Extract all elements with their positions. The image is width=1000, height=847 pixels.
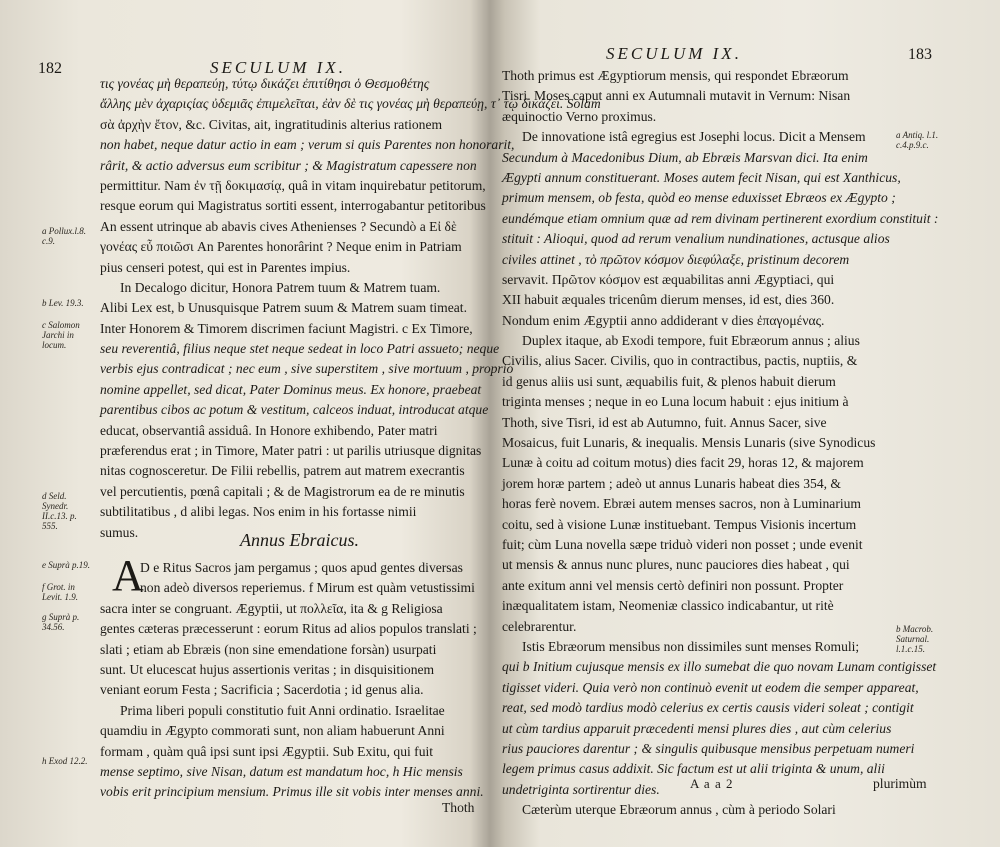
text-line: ante exitum anni vel mensis certò definiri non possunt. Propter [502,577,844,593]
text-line: Prima liberi populi constitutio fuit Anni ordinatio. Israelitae [120,702,445,718]
margin-note: d Seld. Synedr. II.c.13. p. 555. [42,491,77,531]
text-line: mense septimo, sive Nisan, datum est mandatum hoc, h Hic mensis [100,763,463,779]
text-line: Mosaicus, fuit Lunaris, & inequalis. Mensis Lunaris (sive Synodicus [502,435,876,451]
text-line: rius pauciores darentur ; & singulis quibusque mensibus perpetuam numeri [502,740,915,756]
text-line: γονέας εὖ ποιῶσι An Parentes honorârint ? Neque enim in Patriam [100,239,462,255]
text-line: coitu, sed à visione Lunæ instituebant. Tempus Visionis incertum [502,516,857,532]
text-line: XII habuit æquales tricenûm dierum menses, id est, dies 360. [502,292,835,308]
text-line: slati ; etiam ab Ebræis (non sine emendatione forsàn) usurpati [100,641,437,657]
text-line: non adeò diversos reperiemus. f Mirum est quàm vetustissimi [140,580,475,596]
text-line: subtilitatibus , d alibi legas. Nos enim in his fortasse nimii [100,504,417,520]
text-line: gentes cæteras præcesserunt : eorum Ritus ad alios populos translati ; [100,621,477,637]
text-line: permittitur. Nam ἐν τῇ δοκιμασίᾳ, quâ in vitam inquirebatur petitorum, [100,177,486,193]
body-text-section [100,551,484,803]
text-line: pius censeri potest, qui est in Parentes impius. [100,259,351,275]
margin-note: h Exod 12.2. [42,756,88,766]
text-line: æquinoctio Verno proximus. [502,108,657,124]
text-line: resque eorum qui Magistratus sortiti essent, interrogabantur petitoribus [100,198,486,214]
text-line: qui b Initium cujusque mensis ex illo sumebat die quo novam Lunam contigisset [502,659,937,675]
catchword: plurimùm [873,776,927,791]
text-line: jorem horæ partem ; adeò ut annus Lunaris habeat dies 354, & [502,475,842,491]
text-line: eundémque etiam omnium quæ ad rem divinam pertinerent exordium constituit : [502,210,939,226]
text-line: ut cùm tardius apparuit præcedenti mensi plures dies , aut cùm celerius [502,720,892,736]
margin-note: b Macrob. Saturnal. l.1.c.15. [896,624,934,654]
text-line: D e Ritus Sacros jam pergamus ; quos apud gentes diversas [140,560,463,575]
text-line: undetriginta sortirentur dies. [502,781,660,797]
text-line: vobis erit principium mensium. Primus ille sit vobis inter menses anni. [100,784,484,800]
text-line: vel percutientis, pœnâ capitali ; & de Magistrorum ea de re minutis [100,483,465,499]
text-line: Civilis, alius Sacer. Civilis, quo in contractibus, pactis, nuptiis, & [502,353,858,369]
text-line: reat, sed modò tardius modò celerius ex certis causis videri soleat ; contigit [502,700,914,716]
text-line: Lunæ à coitu ad coitum motus) dies facit 29, horas 12, & majorem [502,455,864,471]
text-line: Duplex itaque, ab Exodi tempore, fuit Ebræorum annus ; alius [522,333,860,349]
text-line: sacra inter se congruant. Ægyptii, ut πολλεῖα, ita & g Religiosa [100,600,443,616]
text-line: verbis ejus contradicat ; nec eum , sive superstitem , sive mortuum , proprio [100,361,514,377]
text-line: veniant eorum Festa ; Sacrificia ; Sacerdotia ; id genus alia. [100,682,424,698]
margin-note: c Salomon Jarchi in locum. [42,320,80,350]
text-line: fuit; cùm Luna novella sæpe triduò videri non posset ; unde evenit [502,536,863,552]
running-head: SECULUM IX. [606,44,742,63]
text-line: Alibi Lex est, b Unusquisque Patrem suum & Matrem suam timeat. [100,300,467,316]
text-line: Nondum enim Ægyptii anno addiderant v dies ἐπαγομένας. [502,312,825,328]
margin-note: f Grot. in Levit. 1.9. [42,582,78,602]
text-line: servavit. Πρῶτον κόσμον est æquabilitas anni Ægyptiaci, qui [502,271,835,287]
text-line: rârit, & actio adversus eum scribitur ; & Magistratum capessere non [100,157,477,173]
catchword: Thoth [442,800,475,815]
text-line: ut mensis & annus nunc plures, nunc pauciores dies habeat , qui [502,557,850,573]
text-line: An essent utrinque ab abavis cives Athenienses ? Secundò a Εἰ δὲ [100,218,457,234]
text-line: primum mensem, ob festa, quòd eo mense eduxisset Ebræos ex Ægypto ; [502,190,896,206]
text-line: Tisri. Moses caput anni ex Autumnali mutavit in Vernum: Nisan [502,88,851,104]
text-line: non habet, neque datur actio in eam ; verum si quis Parentes non honorarit, [100,137,515,153]
text-line: σὰ ἀρχὴν ἔτον, &c. Civitas, ait, ingratitudinis alterius rationem [100,116,443,132]
section-heading: Annus Ebraicus. [240,530,359,550]
text-line: triginta menses ; neque in eo Luna locum habuit : ejus initium à [502,394,849,410]
text-line: ἄλλης μὲν ἀχαριςίας ὐδεμιᾶς ἐπιμελεῖται, ἐὰν δὲ τις γονέας μὴ θεραπεύῃ, τ᾽ τῳ δικάζει. Solam [100,96,601,112]
text-line: Istis Ebræorum mensibus non dissimiles sunt menses Romuli; [522,638,860,654]
text-line: nomine appellet, sed dicat, Pater Dominus meus. Ex honore, praebeat [100,381,482,397]
text-line: inæqualitatem istam, Neomeniæ classico indicabantur, ut ritè [502,598,834,614]
text-line: legem primus casus addixit. Sic factum est ut alii triginta & unum, alii [502,761,885,777]
text-line: Secundum à Macedonibus Dium, ab Ebræis Marsvan dici. Ita enim [502,149,868,165]
text-line: seu reverentiâ, filius neque stet neque sedeat in loco Patri assueto; neque [100,341,500,357]
signature-mark: A a a 2 [690,776,734,791]
margin-note: a Pollux.l.8. c.9. [42,226,86,246]
text-line: formam , quàm quâ ipsi sunt ipsi Ægyptii. Sub Exitu, qui fuit [100,743,434,759]
margin-note: b Lev. 19.3. [42,298,84,308]
text-line: τις γονέας μὴ θεραπεύῃ, τύτῳ δικάζει ἐπιτίθησι ὁ Θεσμοθέτης [100,76,430,91]
text-line: quamdiu in Ægypto commorati sunt, non aliam habuerunt Anni [100,723,445,739]
text-line: civiles attinet , τὸ πρῶτον κόσμον διεφύλαξε, pristinum decorem [502,251,850,267]
drop-cap: A [112,551,144,600]
text-line: nitas cognosceretur. De Filii rebellis, patrem aut matrem execrantis [100,463,465,479]
text-line: id genus aliis usi sunt, æquabilis fuit, & plenos habuit dierum [502,373,836,389]
text-line: præferendus erat ; in Timore, Mater patri : ut parilis utriusque dignitas [100,443,482,459]
text-line: Thoth primus est Ægyptiorum mensis, qui respondet Ebræorum [502,68,849,83]
page-number: 182 [38,60,62,77]
text-line: sumus. [100,524,139,540]
text-line: parentibus cibos ac potum & vestitum, calceos induat, introducat atque [100,402,489,418]
text-line: sunt. Ut elucescat hujus assertionis veritas ; in disquisitionem [100,661,435,677]
text-line: De innovatione istâ egregius est Josephi locus. Dicit a Mensem [522,129,866,145]
text-line: stituit : Alioqui, quod ad rerum venalium nundinationes, actusque alios [502,231,890,247]
text-line: Ægypti annum constituerant. Moses autem fecit Nisan, qui est Xanthicus, [502,169,901,185]
text-line: educat, observantiâ assiduâ. In Honore exhibendo, Pater matri [100,422,438,438]
margin-note: a Antiq. l.1. c.4.p.9.c. [896,130,939,150]
right-page [488,0,1000,847]
margin-note: g Suprà p. 34.56. [42,612,80,632]
margin-note: e Suprà p.19. [42,560,90,570]
page-number: 183 [908,46,932,63]
text-line: horas ferè novem. Ebræi autem menses sacros, non à Luminarium [502,496,861,512]
text-line: tigisset videri. Quia verò non continuò evenit ut eodem die semper appareat, [502,679,919,695]
text-line: Cæterùm uterque Ebræorum annus , cùm à periodo Solari [522,802,836,818]
text-line: celebrarentur. [502,618,577,634]
text-line: Inter Honorem & Timorem discrimen faciunt Magistri. c Ex Timore, [100,320,473,336]
text-line: Thoth, sive Tisri, id est ab Autumno, fuit. Annus Sacer, sive [502,414,827,430]
text-line: In Decalogo dicitur, Honora Patrem tuum & Matrem tuam. [120,279,441,295]
running-head: SECULUM IX. [210,58,346,77]
